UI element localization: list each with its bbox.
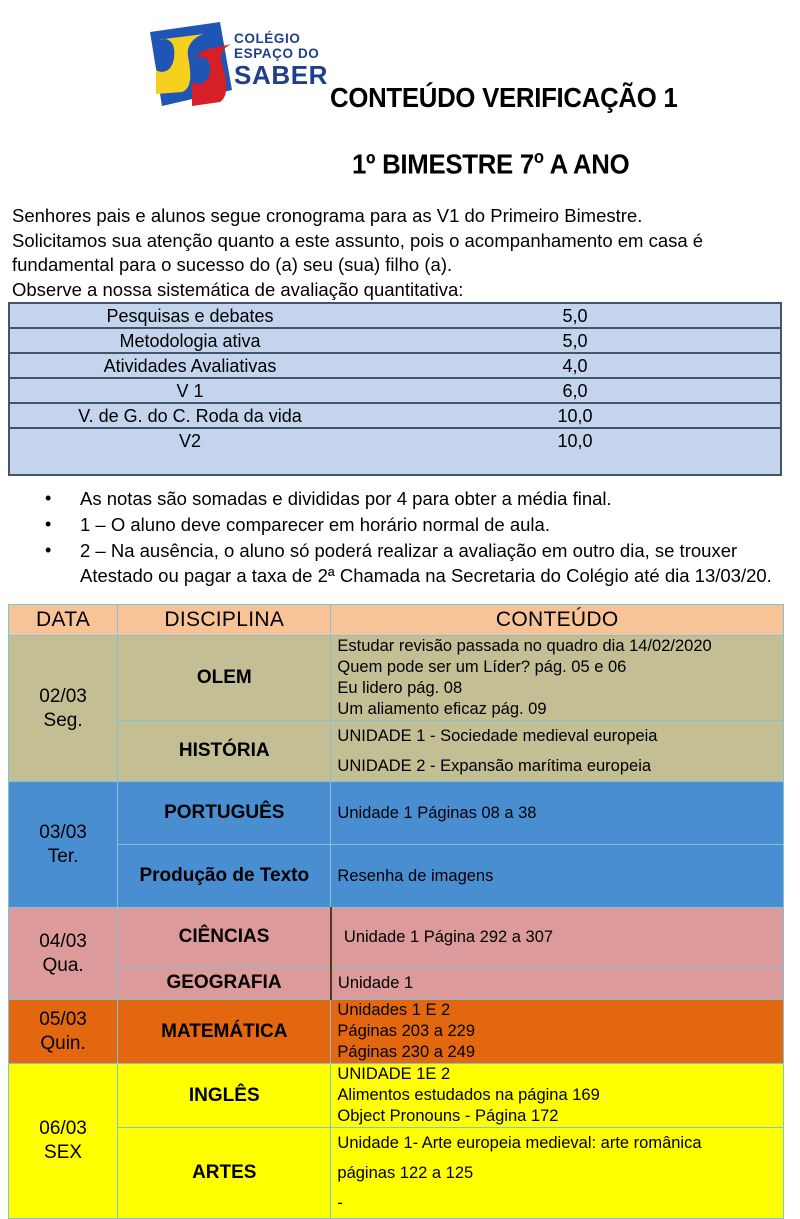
date-line-2: Quin. (40, 1032, 86, 1054)
subject-cell: PORTUGUÊS (118, 782, 331, 845)
table-row (9, 303, 781, 328)
content-cell (331, 1064, 784, 1128)
grades-value: 5,0 (370, 328, 781, 353)
logo-line-saber: SABER (234, 60, 329, 90)
table-row (9, 1128, 784, 1219)
grades-value: 6,0 (370, 378, 781, 403)
content-line: páginas 122 a 125 (337, 1164, 474, 1182)
table-row (9, 328, 781, 353)
date-line-1: 03/03 (39, 821, 87, 843)
content-cell (331, 967, 784, 1000)
logo-line-espaco: ESPAÇO DO (234, 46, 320, 61)
date-cell (9, 1064, 118, 1219)
subject-cell: ARTES (118, 1128, 331, 1219)
table-row (9, 403, 781, 428)
list-item (40, 538, 780, 588)
date-line-1: 02/03 (39, 685, 87, 707)
schedule-table (8, 604, 784, 1219)
date-line-2: SEX (44, 1142, 83, 1163)
grades-item: Atividades Avaliativas (9, 353, 370, 378)
subtitle-superscript: o (533, 147, 544, 167)
page-title: CONTEÚDO VERIFICAÇÃO 1 (330, 82, 678, 113)
table-row (9, 845, 784, 908)
content-line: Quem pode ser um Líder? pág. 05 e 06 (337, 658, 627, 676)
table-row (9, 782, 784, 845)
date-cell (9, 782, 118, 908)
table-row (9, 1000, 784, 1064)
content-cell (331, 782, 784, 845)
column-header-data: DATA (9, 605, 118, 636)
subject-cell: MATEMÁTICA (118, 1000, 331, 1064)
subtitle-part-b: A ANO (543, 148, 630, 180)
page-subtitle (352, 147, 629, 180)
subject-cell: GEOGRAFIA (118, 967, 331, 1000)
date-cell (9, 636, 118, 782)
grades-item: V 1 (9, 378, 370, 403)
logo-mark-icon (142, 18, 238, 114)
table-row (9, 378, 781, 403)
intro-line-3: fundamental para o sucesso do (a) seu (sua) filho (a). (12, 254, 453, 275)
document-header (0, 0, 800, 196)
content-line: Páginas 203 a 229 (337, 1022, 476, 1040)
intro-line-1: Senhores pais e alunos segue cronograma para as V1 do Primeiro Bimestre. (12, 205, 643, 226)
grades-value: 10,0 (370, 403, 781, 428)
subject-cell: INGLÊS (118, 1064, 331, 1128)
content-line: Unidade 1 Página 292 a 307 (343, 927, 554, 946)
content-line: UNIDADE 2 - Expansão marítima europeia (337, 757, 652, 775)
column-header-conteudo: CONTEÚDO (331, 605, 784, 636)
content-line: Unidade 1 (337, 973, 414, 992)
content-line: Um aliamento eficaz pág. 09 (337, 700, 547, 718)
subject-cell: Produção de Texto (118, 845, 331, 908)
table-row (9, 721, 784, 782)
date-line-1: 04/03 (39, 930, 87, 952)
rules-bullet-list (40, 486, 780, 589)
list-item (40, 486, 780, 511)
grades-value: 4,0 (370, 353, 781, 378)
date-cell (9, 1000, 118, 1064)
date-line-2: Qua. (42, 954, 84, 976)
content-line: Unidade 1 Páginas 08 a 38 (337, 803, 537, 822)
logo-wordmark (234, 32, 364, 88)
table-row (9, 1064, 784, 1128)
content-cell (331, 1128, 784, 1219)
grades-item: V2 (9, 428, 370, 475)
table-row (9, 428, 781, 475)
date-cell (9, 908, 118, 1000)
content-cell (331, 636, 784, 721)
intro-line-2: Solicitamos sua atenção quanto a este assunto, pois o acompanhamento em casa é (12, 229, 704, 251)
table-row (9, 636, 784, 721)
content-line: - (337, 1194, 343, 1212)
date-line-1: 06/03 (39, 1118, 87, 1139)
date-line-1: 05/03 (39, 1008, 87, 1030)
content-line: Páginas 230 a 249 (337, 1043, 476, 1061)
grades-item: Pesquisas e debates (9, 303, 370, 328)
subject-cell: HISTÓRIA (118, 721, 331, 782)
school-logo (142, 14, 357, 114)
grades-item: Metodologia ativa (9, 328, 370, 353)
content-line: Object Pronouns - Página 172 (337, 1107, 559, 1125)
subject-cell: CIÊNCIAS (118, 908, 331, 967)
list-item (40, 512, 780, 537)
grades-table-body (9, 303, 781, 475)
content-cell (331, 1000, 784, 1064)
schedule-table-body (9, 605, 784, 1219)
subtitle-part-a: 1º BIMESTRE 7 (352, 148, 534, 180)
list-item-text: As notas são somadas e divididas por 4 para obter a média final. (80, 488, 612, 509)
column-header-disciplina: DISCIPLINA (118, 605, 331, 636)
content-cell (331, 845, 784, 908)
list-item-text: 2 – Na ausência, o aluno só poderá realizar a avaliação em outro dia, se trouxer Atestado ou pagar a taxa de 2ª Chamada na Secretaria do Colégio até dia 13/03/20. (80, 540, 772, 586)
content-cell (331, 721, 784, 782)
intro-line-4: Observe a nossa sistemática de avaliação quantitativa: (12, 278, 464, 300)
content-line: UNIDADE 1 - Sociedade medieval europeia (337, 727, 658, 745)
bullet-dot-icon: • (45, 540, 52, 560)
date-line-2: Ter. (47, 845, 79, 867)
table-header-row (9, 605, 784, 636)
content-line: Alimentos estudados na página 169 (337, 1086, 600, 1104)
bullet-dot-icon: • (45, 514, 52, 534)
table-row (9, 353, 781, 378)
logo-line-colegio: COLÉGIO (234, 31, 301, 46)
content-line: Eu lidero pág. 08 (337, 679, 463, 697)
content-line: Unidade 1- Arte europeia medieval: arte românica (337, 1134, 702, 1152)
list-item-text: 1 – O aluno deve comparecer em horário normal de aula. (80, 514, 550, 535)
grades-value: 10,0 (370, 428, 781, 475)
grades-item: V. de G. do C. Roda da vida (9, 403, 370, 428)
content-line: UNIDADE 1E 2 (337, 1065, 451, 1083)
content-line: Unidades 1 E 2 (337, 1001, 451, 1019)
table-row (9, 908, 784, 967)
content-cell (331, 908, 784, 967)
bullet-dot-icon: • (45, 488, 52, 508)
content-line: Estudar revisão passada no quadro dia 14/02/2020 (337, 637, 712, 655)
table-row (9, 967, 784, 1000)
intro-paragraph (12, 204, 788, 302)
content-line: Resenha de imagens (337, 866, 494, 885)
grades-value: 5,0 (370, 303, 781, 328)
date-line-2: Seg. (43, 709, 83, 731)
grades-table (8, 302, 782, 476)
subject-cell: OLEM (118, 636, 331, 721)
